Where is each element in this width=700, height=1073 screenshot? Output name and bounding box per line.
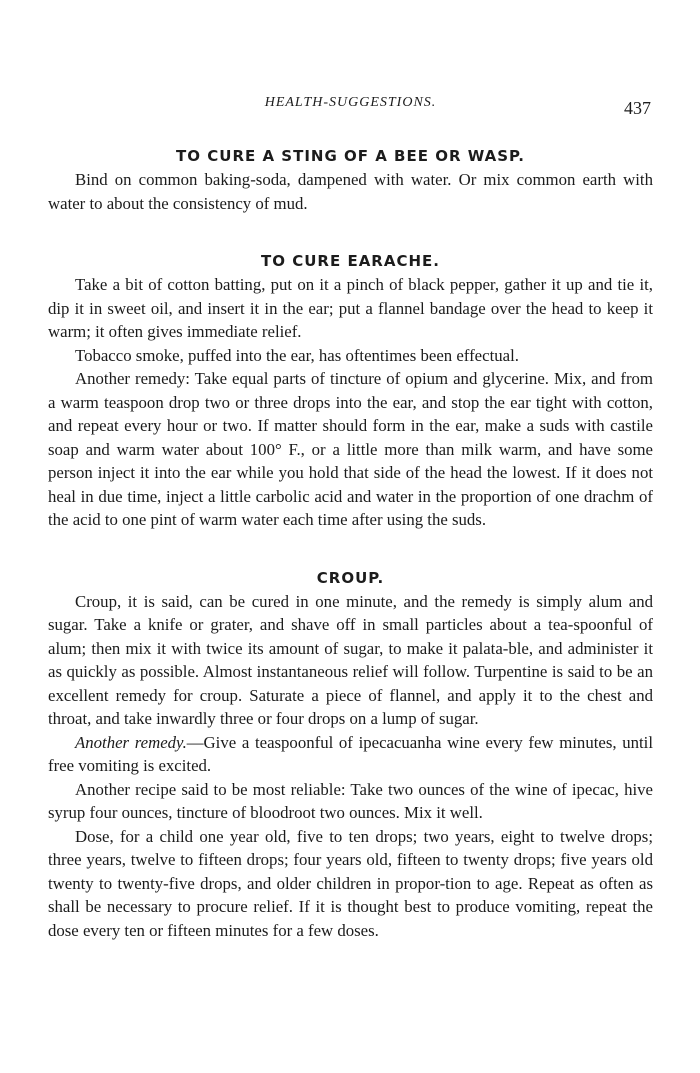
section-title: TO CURE EARACHE.	[261, 252, 440, 270]
section-earache	[48, 249, 653, 532]
paragraph: Bind on common baking-soda, dampened with water. Or mix common earth with water to about the consistency of mud.	[48, 170, 653, 213]
section-croup	[48, 566, 653, 943]
paragraph: Another remedy: Take equal parts of tincture of opium and glycerine. Mix, and from a warm teaspoon drop two or three drops into the ear, and stop the ear tight with cotton, and repeat every hour or two. If matter should form in the ear, make a suds with castile soap and warm water about 100° F., or a little more than milk warm, and have some person inject it into the ear while you hold that side of the head the lowest. If it does not heal in due time, inject a little carbolic acid and water in the proportion of one drachm of the acid to one pint of warm water each time after using the suds.	[48, 369, 653, 529]
section-title: CROUP.	[316, 568, 385, 587]
another-remedy-label: Another remedy.	[75, 732, 187, 752]
paragraph: Take a bit of cotton batting, put on it a pinch of black pepper, gather it up and tie it, dip it in sweet oil, and insert it in the ear; put a flannel bandage over the head to keep it warm; it often gives immediate relief.	[48, 275, 653, 341]
paragraph-another-remedy	[48, 731, 653, 778]
page-number: 437	[624, 98, 651, 118]
section-bee-sting	[48, 144, 653, 215]
paragraph: Tobacco smoke, puffed into the ear, has oftentimes been effectual.	[75, 345, 519, 365]
paragraph: Another recipe said to be most reliable: Take two ounces of the wine of ipecac, hive syrup four ounces, tincture of bloodroot two ounces. Mix it well.	[48, 779, 653, 822]
section-title: TO CURE A STING OF A BEE OR WASP.	[176, 147, 525, 165]
paragraph: Dose, for a child one year old, five to ten drops; two years, eight to twelve drops; three years, twelve to fifteen drops; four years old, fifteen to twenty drops; five years old twenty to twenty-five drops, and older children in propor-tion to age. Repeat as often as shall be necessary to procure relief. If it is thought best to produce vomiting, repeat the dose every ten or fifteen minutes for a few doses.	[48, 826, 653, 940]
page-header	[48, 95, 653, 121]
running-head: HEALTH-SUGGESTIONS.	[264, 95, 437, 110]
paragraph: Croup, it is said, can be cured in one minute, and the remedy is simply alum and sugar. Take a knife or grater, and shave off in small particles about a tea-spoonful of alum; then mix it with twice its amount of sugar, to make it palata-ble, and administer it as quickly as possible. Almost instantaneous relief will follow. Turpentine is said to be an excellent remedy for croup. Saturate a piece of flannel, and apply it to the chest and throat, and take inwardly three or four drops on a lump of sugar.	[48, 591, 653, 728]
page-body	[48, 144, 653, 942]
another-remedy-text: —Give a teaspoonful of ipecacuanha wine every few minutes, until free vomiting is excited.	[48, 732, 653, 775]
